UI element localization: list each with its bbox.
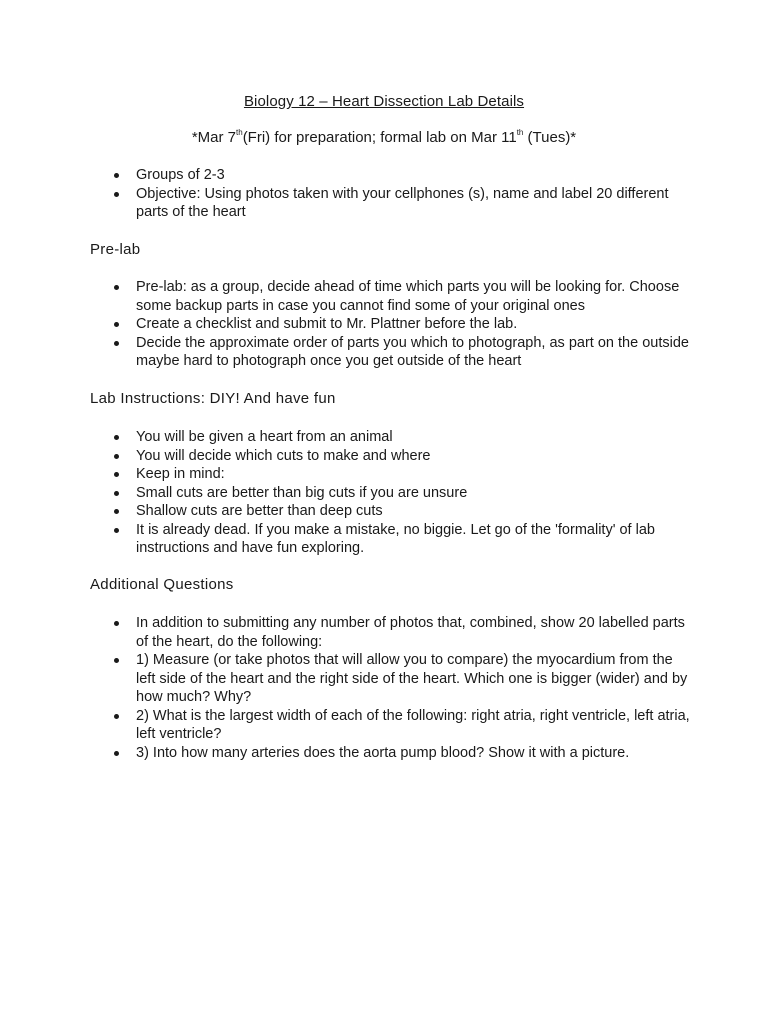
bullet-icon (114, 285, 119, 290)
subtitle-part-3: (Tues)* (523, 129, 577, 146)
bullet-icon (114, 435, 119, 440)
bullet-icon (114, 192, 119, 197)
list-item-text: Create a checklist and submit to Mr. Plattner before the lab. (136, 316, 518, 332)
bullet-icon (114, 658, 119, 663)
additional-questions-heading: Additional Questions (90, 576, 234, 593)
bullet-icon (114, 173, 119, 178)
list-item (0, 521, 696, 558)
subtitle-part-1: *Mar 7 (191, 129, 237, 146)
bullet-icon (114, 509, 119, 514)
list-item-text: Shallow cuts are better than deep cuts (136, 503, 383, 519)
list-item (0, 651, 696, 707)
list-item (0, 744, 696, 763)
bullet-icon (114, 472, 119, 477)
list-item (0, 707, 696, 744)
list-item-text: 1) Measure (or take photos that will allow you to compare) the myocardium from the left side of the heart and the right side of the heart. Which one is bigger (wider) and by how much? Why? (136, 652, 688, 705)
bullet-icon (114, 322, 119, 327)
list-item (0, 334, 696, 371)
bullet-icon (114, 454, 119, 459)
document-title: Biology 12 – Heart Dissection Lab Details (243, 93, 525, 110)
list-item-text: 3) Into how many arteries does the aorta pump blood? Show it with a picture. (136, 744, 630, 761)
bullet-icon (114, 714, 119, 719)
bullet-icon (114, 751, 119, 756)
list-item-text: Decide the approximate order of parts you which to photograph, as part on the outside maybe hard to photograph once you get outside of the heart (136, 334, 689, 369)
list-item (0, 428, 696, 447)
list-item-text: Keep in mind: (136, 466, 225, 482)
list-item (0, 465, 696, 484)
list-item-text: 2) What is the largest width of each of the following: right atria, right ventricle, left atria, left ventricle? (136, 707, 690, 742)
list-item-text: You will decide which cuts to make and where (136, 447, 431, 464)
list-item (0, 502, 696, 521)
list-item-text: Groups of 2-3 (136, 167, 225, 183)
bullet-icon (114, 528, 119, 533)
list-item (0, 278, 696, 315)
intro-list (0, 166, 768, 222)
document-subtitle (0, 129, 768, 146)
list-item-text: Objective: Using photos taken with your cellphones (s), name and label 20 different parts of the heart (136, 185, 669, 220)
list-item (0, 185, 696, 222)
subtitle-part-2: (Fri) for preparation; formal lab on Mar 11 (242, 129, 517, 146)
subtitle-superscript-1: th (236, 128, 243, 137)
prelab-heading: Pre-lab (90, 241, 141, 258)
additional-questions-list (0, 614, 768, 762)
bullet-icon (114, 621, 119, 626)
list-item (0, 315, 696, 334)
bullet-icon (114, 341, 119, 346)
list-item-text: You will be given a heart from an animal (136, 429, 393, 445)
list-item-text: It is already dead. If you make a mistake, no biggie. Let go of the 'formality' of lab instructions and have fun exploring. (136, 521, 655, 556)
list-item (0, 614, 696, 651)
subtitle-superscript-2: th (516, 128, 524, 137)
list-item-text: Pre-lab: as a group, decide ahead of time which parts you will be looking for. Choose some backup parts in case you cannot find some of your original ones (136, 279, 680, 314)
list-item (0, 484, 696, 503)
list-item (0, 166, 696, 185)
bullet-icon (114, 491, 119, 496)
list-item (0, 447, 696, 466)
list-item-text: In addition to submitting any number of photos that, combined, show 20 labelled parts of the heart, do the following: (136, 615, 685, 650)
lab-instructions-heading: Lab Instructions: DIY! And have fun (90, 390, 336, 407)
prelab-list (0, 278, 768, 371)
list-item-text: Small cuts are better than big cuts if you are unsure (136, 484, 468, 501)
lab-instructions-list (0, 428, 768, 558)
